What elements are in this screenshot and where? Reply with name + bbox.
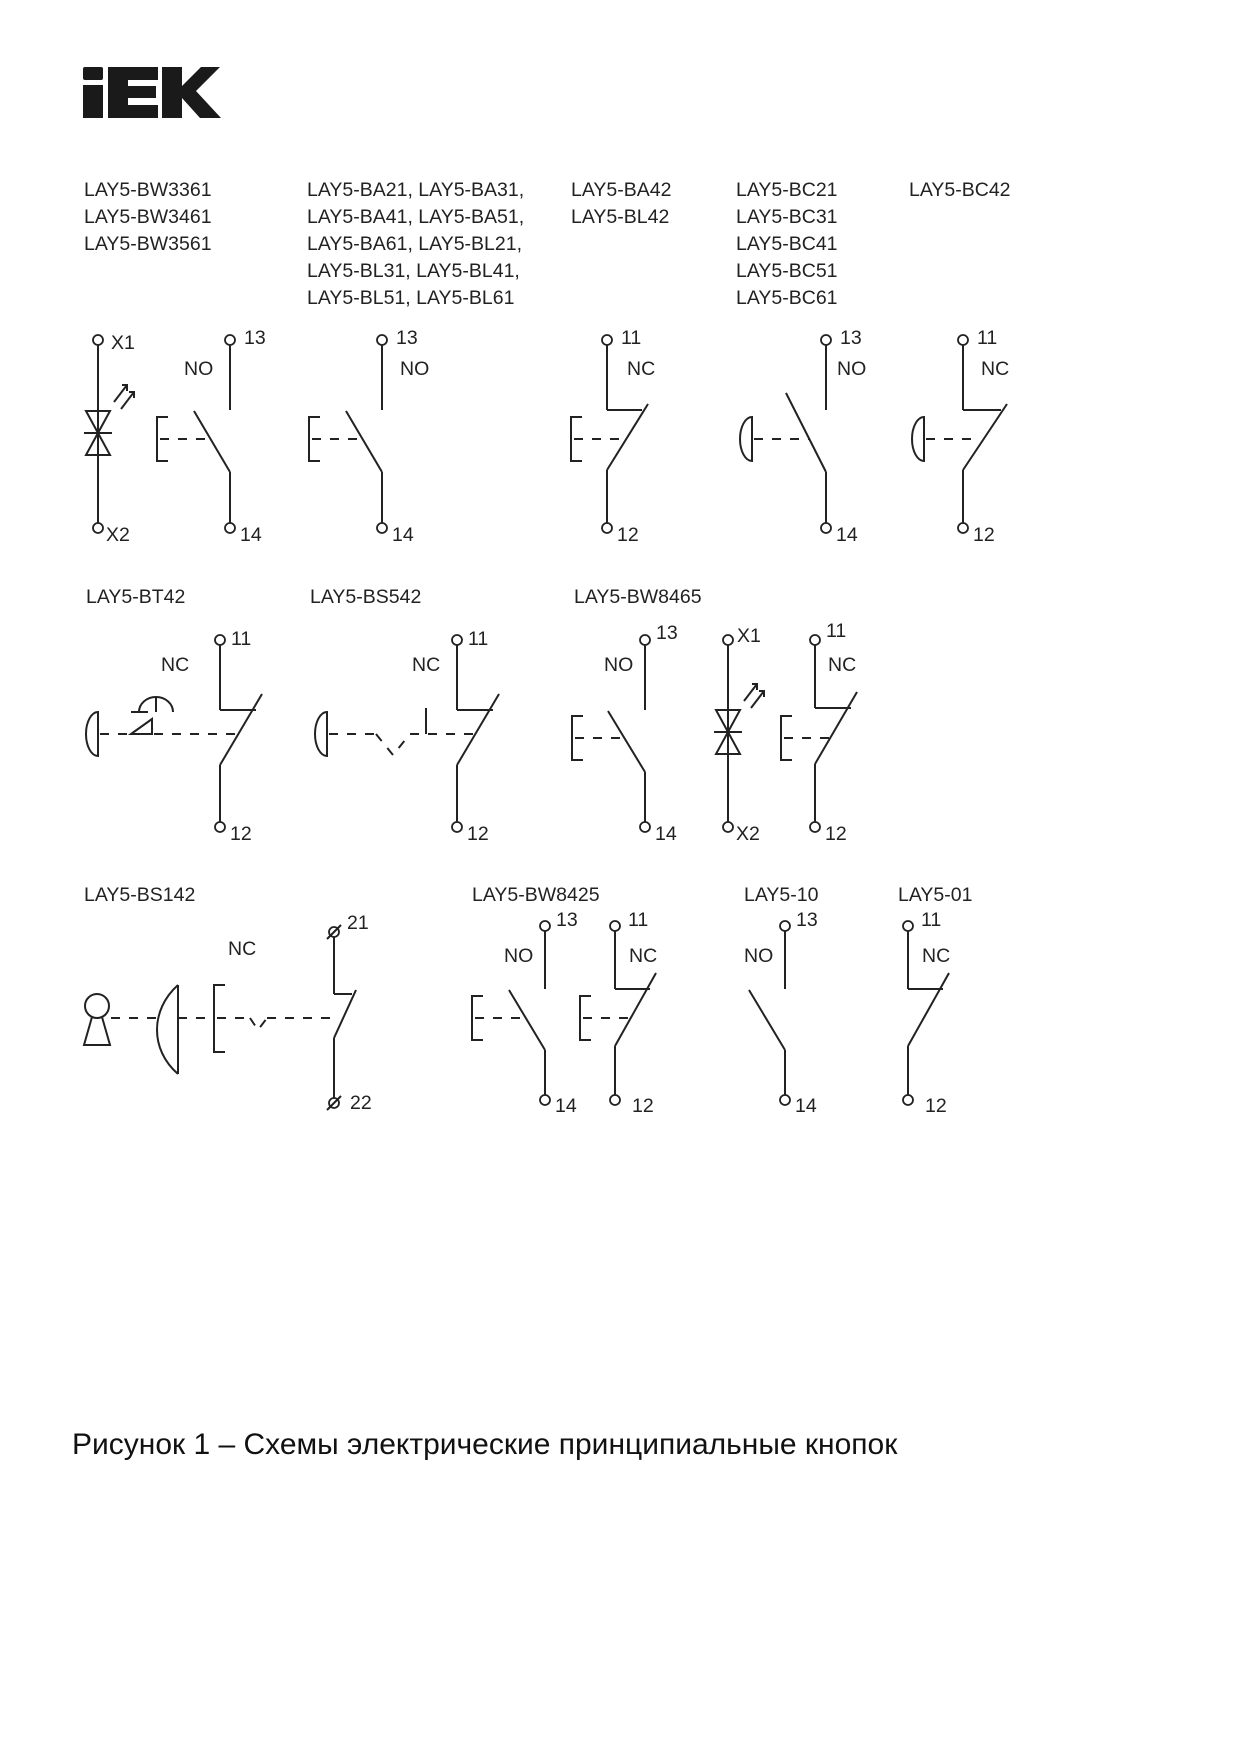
group-heading-g8: LAY5-BW8465 [574, 586, 702, 608]
model-name: LAY5-BC41 [736, 233, 838, 255]
no-contact-block [744, 909, 818, 1117]
nc-contact-block [903, 909, 950, 1117]
contact-type-label: NO [744, 945, 774, 967]
key-mushroom-nc-contact [84, 912, 372, 1114]
model-name: LAY5-BC21 [736, 179, 838, 201]
contact-type-label: NO [400, 358, 430, 380]
contact-type-label: NO [184, 358, 214, 380]
contact-type-label: NO [604, 654, 634, 676]
terminal-14-label: 14 [655, 823, 677, 845]
group-heading-g6: LAY5-BT42 [86, 586, 186, 608]
group-heading-g11: LAY5-10 [744, 884, 819, 906]
terminal-14-label: 14 [836, 524, 858, 546]
group-heading-g2 [307, 179, 524, 309]
model-name: LAY5-BL31, LAY5-BL41, [307, 260, 520, 282]
terminal-14-label: 14 [795, 1095, 817, 1117]
model-name: LAY5-BC31 [736, 206, 838, 228]
group-heading-g10: LAY5-BW8425 [472, 884, 600, 906]
terminal-13-label: 13 [656, 622, 678, 644]
terminal-12-label: 12 [973, 524, 995, 546]
terminal-22-label: 22 [350, 1092, 372, 1114]
terminal-11-label: 11 [977, 327, 998, 349]
model-name: LAY5-BC42 [909, 179, 1011, 201]
terminal-11-label: 11 [621, 327, 642, 349]
terminal-12-label: 12 [925, 1095, 947, 1117]
model-name: LAY5-BL51, LAY5-BL61 [307, 287, 515, 309]
group-heading-g3 [571, 179, 671, 228]
terminal-11-label: 11 [826, 620, 847, 642]
no-pushbutton-contact [572, 622, 678, 845]
terminal-13-label: 13 [796, 909, 818, 931]
terminal-14-label: 14 [392, 524, 414, 546]
contact-type-label: NC [922, 945, 951, 967]
terminal-21-label: 21 [347, 912, 369, 934]
contact-type-label: NC [161, 654, 190, 676]
terminal-12-label: 12 [825, 823, 847, 845]
terminal-12-label: 12 [467, 823, 489, 845]
latch-nc-contact [315, 628, 499, 845]
terminal-x1-label: X1 [111, 332, 135, 354]
terminal-13-label: 13 [556, 909, 578, 931]
terminal-11-label: 11 [468, 628, 489, 650]
nc-pushbutton-contact [580, 909, 657, 1117]
contact-type-label: NC [828, 654, 857, 676]
group-heading-g4 [736, 179, 838, 309]
no-pushbutton-contact [157, 327, 266, 546]
model-name: LAY5-BA61, LAY5-BL21, [307, 233, 522, 255]
group-heading-g1 [84, 179, 212, 255]
terminal-14-label: 14 [240, 524, 262, 546]
contact-type-label: NC [627, 358, 656, 380]
terminal-11-label: 11 [921, 909, 942, 931]
indicator-lamp-symbol [84, 332, 135, 546]
contact-type-label: NC [412, 654, 441, 676]
terminal-13-label: 13 [840, 327, 862, 349]
terminal-14-label: 14 [555, 1095, 577, 1117]
group-heading-g9: LAY5-BS142 [84, 884, 196, 906]
group-heading-g5 [909, 179, 1011, 201]
contact-type-label: NO [837, 358, 867, 380]
contact-type-label: NC [228, 938, 257, 960]
terminal-12-label: 12 [617, 524, 639, 546]
terminal-x2-label: X2 [736, 823, 760, 845]
mushroom-no-contact [740, 327, 866, 546]
model-name: LAY5-BA41, LAY5-BA51, [307, 206, 525, 228]
model-name: LAY5-BL42 [571, 206, 670, 228]
terminal-x2-label: X2 [106, 524, 130, 546]
figure-caption: Рисунок 1 – Схемы электрические принципиальные кнопок [72, 1428, 898, 1461]
model-name: LAY5-BW3561 [84, 233, 212, 255]
no-pushbutton-contact [309, 327, 429, 546]
model-name: LAY5-BW3361 [84, 179, 212, 201]
model-name: LAY5-BC61 [736, 287, 838, 309]
turn-release-nc-contact [86, 628, 262, 845]
model-name: LAY5-BW3461 [84, 206, 212, 228]
mushroom-nc-contact [912, 327, 1009, 546]
terminal-12-label: 12 [230, 823, 252, 845]
contact-type-label: NO [504, 945, 534, 967]
nc-pushbutton-contact [571, 327, 655, 546]
contact-type-label: NC [981, 358, 1010, 380]
terminal-11-label: 11 [628, 909, 649, 931]
nc-pushbutton-contact [781, 620, 857, 845]
terminal-13-label: 13 [396, 327, 418, 349]
terminal-x1-label: X1 [737, 625, 761, 647]
terminal-11-label: 11 [231, 628, 252, 650]
no-pushbutton-contact [472, 909, 578, 1117]
terminal-13-label: 13 [244, 327, 266, 349]
group-heading-g7: LAY5-BS542 [310, 586, 422, 608]
indicator-lamp-symbol [714, 625, 764, 845]
model-name: LAY5-BA42 [571, 179, 672, 201]
iek-logo [83, 67, 221, 118]
group-heading-g12: LAY5-01 [898, 884, 973, 906]
model-name: LAY5-BA21, LAY5-BA31, [307, 179, 525, 201]
model-name: LAY5-BC51 [736, 260, 838, 282]
contact-type-label: NC [629, 945, 658, 967]
terminal-12-label: 12 [632, 1095, 654, 1117]
